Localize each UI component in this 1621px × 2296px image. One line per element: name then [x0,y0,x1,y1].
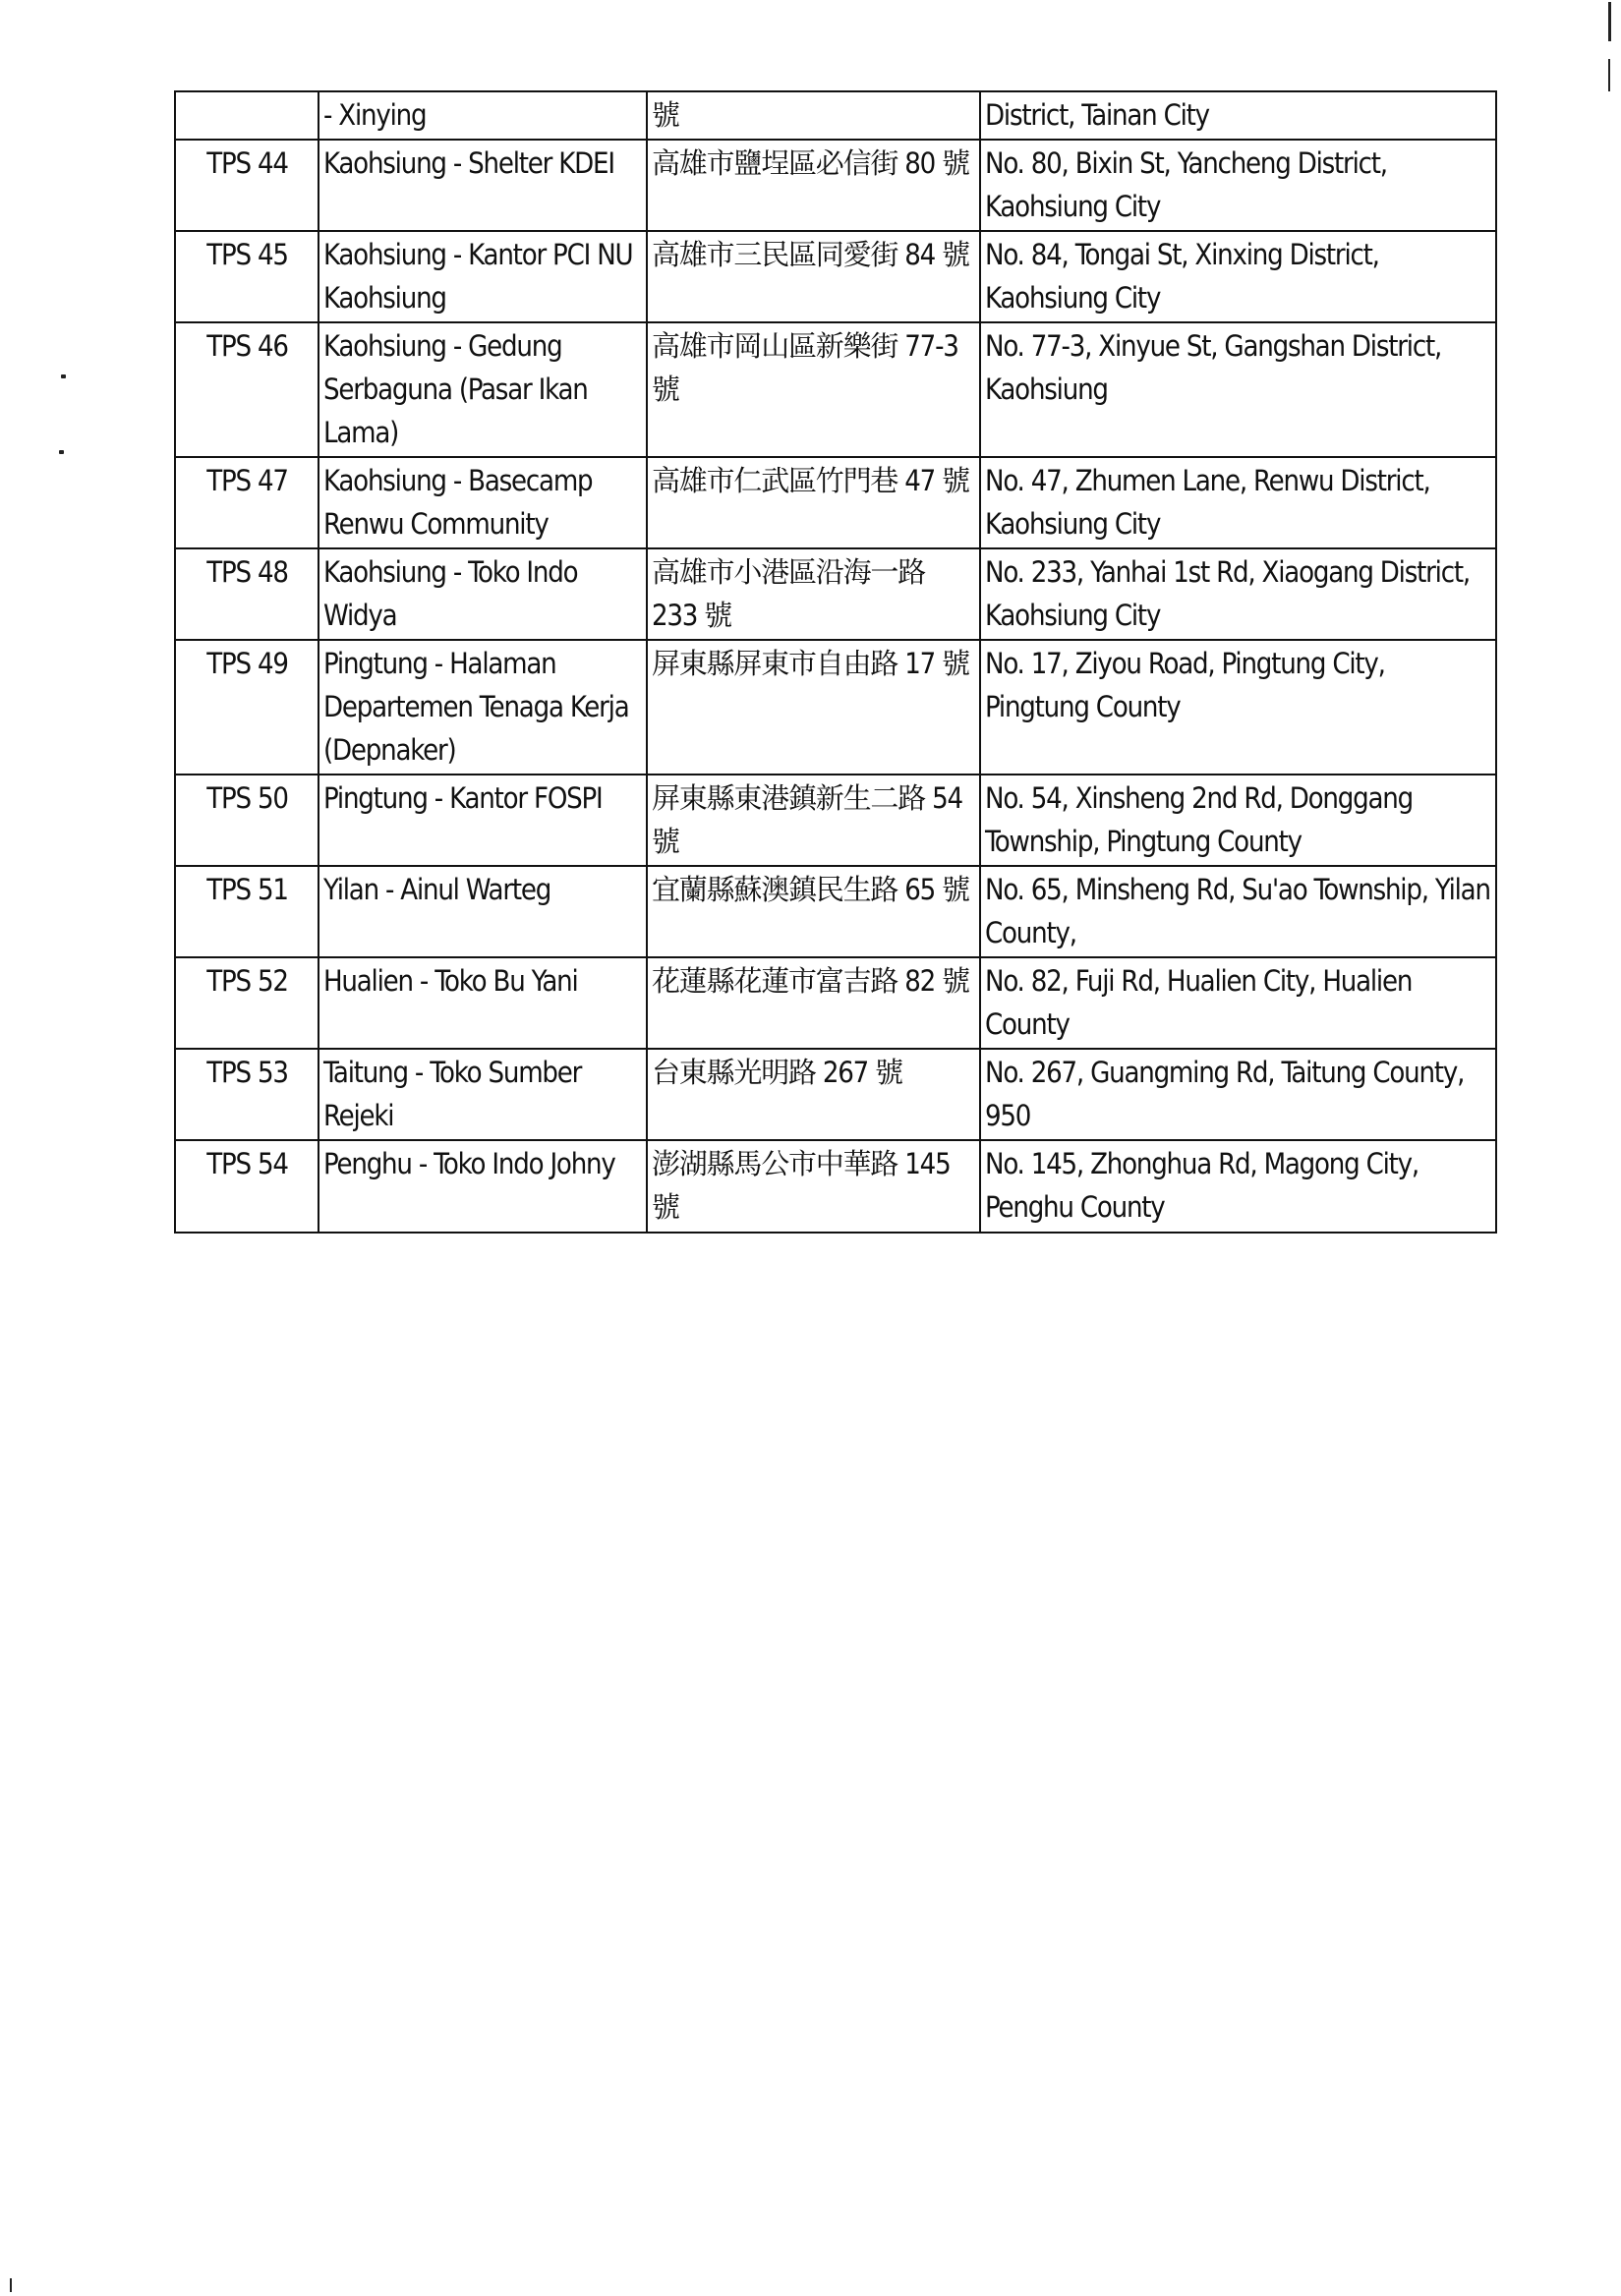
station-name-cell: Kaohsiung - Kantor PCI NU Kaohsiung [318,231,647,322]
table-row [175,866,1496,957]
address-en-cell: No. 145, Zhonghua Rd, Magong City, Penghu County [980,1140,1496,1233]
station-name-cell: Kaohsiung - Shelter KDEI [318,140,647,231]
station-code-cell: TPS 46 [175,322,318,457]
station-name-cell: Taitung - Toko Sumber Rejeki [318,1049,647,1140]
station-name-cell: - Xinying [318,91,647,140]
table-row [175,140,1496,231]
address-zh-cell: 澎湖縣馬公市中華路 145 號 [647,1140,980,1233]
address-zh-cell: 號 [647,91,980,140]
address-en-cell: No. 54, Xinsheng 2nd Rd, Donggang Township, Pingtung County [980,775,1496,866]
station-name-cell: Pingtung - Halaman Departemen Tenaga Kerja (Depnaker) [318,640,647,775]
address-zh-cell: 高雄市三民區同愛街 84 號 [647,231,980,322]
address-zh-cell: 屏東縣屏東市自由路 17 號 [647,640,980,775]
station-name-cell: Kaohsiung - Toko Indo Widya [318,548,647,640]
address-en-cell: No. 77-3, Xinyue St, Gangshan District, Kaohsiung [980,322,1496,457]
station-name-cell: Pingtung - Kantor FOSPI [318,775,647,866]
scan-mark-top-right-2 [1608,59,1610,91]
station-name-cell: Penghu - Toko Indo Johny [318,1140,647,1233]
address-zh-cell: 花蓮縣花蓮市富吉路 82 號 [647,957,980,1049]
station-code-cell: TPS 44 [175,140,318,231]
station-code-cell: TPS 49 [175,640,318,775]
table-row [175,775,1496,866]
station-code-cell: TPS 52 [175,957,318,1049]
address-zh-cell: 宜蘭縣蘇澳鎮民生路 65 號 [647,866,980,957]
scan-dot-left-2 [59,450,64,454]
address-en-cell: No. 65, Minsheng Rd, Su'ao Township, Yilan County, [980,866,1496,957]
address-en-cell: No. 47, Zhumen Lane, Renwu District, Kaohsiung City [980,457,1496,548]
address-zh-cell: 台東縣光明路 267 號 [647,1049,980,1140]
scan-mark-bottom-left [10,2278,12,2292]
address-zh-cell: 高雄市小港區沿海一路 233 號 [647,548,980,640]
address-en-cell: No. 80, Bixin St, Yancheng District, Kaohsiung City [980,140,1496,231]
scan-mark-top-right-1 [1608,2,1611,41]
address-zh-cell: 屏東縣東港鎮新生二路 54 號 [647,775,980,866]
station-name-cell: Yilan - Ainul Warteg [318,866,647,957]
table-row [175,548,1496,640]
table-row [175,1049,1496,1140]
station-name-cell: Kaohsiung - Gedung Serbaguna (Pasar Ikan Lama) [318,322,647,457]
polling-stations-table [174,90,1497,1234]
station-code-cell: TPS 47 [175,457,318,548]
table-row [175,1140,1496,1233]
table-row [175,957,1496,1049]
station-code-cell: TPS 54 [175,1140,318,1233]
station-name-cell: Kaohsiung - Basecamp Renwu Community [318,457,647,548]
table-row [175,231,1496,322]
address-zh-cell: 高雄市岡山區新樂街 77-3 號 [647,322,980,457]
address-en-cell: No. 267, Guangming Rd, Taitung County, 950 [980,1049,1496,1140]
station-code-cell: TPS 53 [175,1049,318,1140]
address-en-cell: No. 17, Ziyou Road, Pingtung City, Pingtung County [980,640,1496,775]
address-en-cell: District, Tainan City [980,91,1496,140]
address-zh-cell: 高雄市鹽埕區必信街 80 號 [647,140,980,231]
station-code-cell: TPS 45 [175,231,318,322]
scan-dot-left-1 [61,374,66,378]
table-row [175,322,1496,457]
table-row [175,640,1496,775]
address-en-cell: No. 84, Tongai St, Xinxing District, Kaohsiung City [980,231,1496,322]
address-zh-cell: 高雄市仁武區竹門巷 47 號 [647,457,980,548]
address-en-cell: No. 82, Fuji Rd, Hualien City, Hualien County [980,957,1496,1049]
table-row [175,91,1496,140]
table-row [175,457,1496,548]
station-code-cell [175,91,318,140]
station-code-cell: TPS 51 [175,866,318,957]
station-code-cell: TPS 50 [175,775,318,866]
station-code-cell: TPS 48 [175,548,318,640]
address-en-cell: No. 233, Yanhai 1st Rd, Xiaogang District, Kaohsiung City [980,548,1496,640]
station-name-cell: Hualien - Toko Bu Yani [318,957,647,1049]
